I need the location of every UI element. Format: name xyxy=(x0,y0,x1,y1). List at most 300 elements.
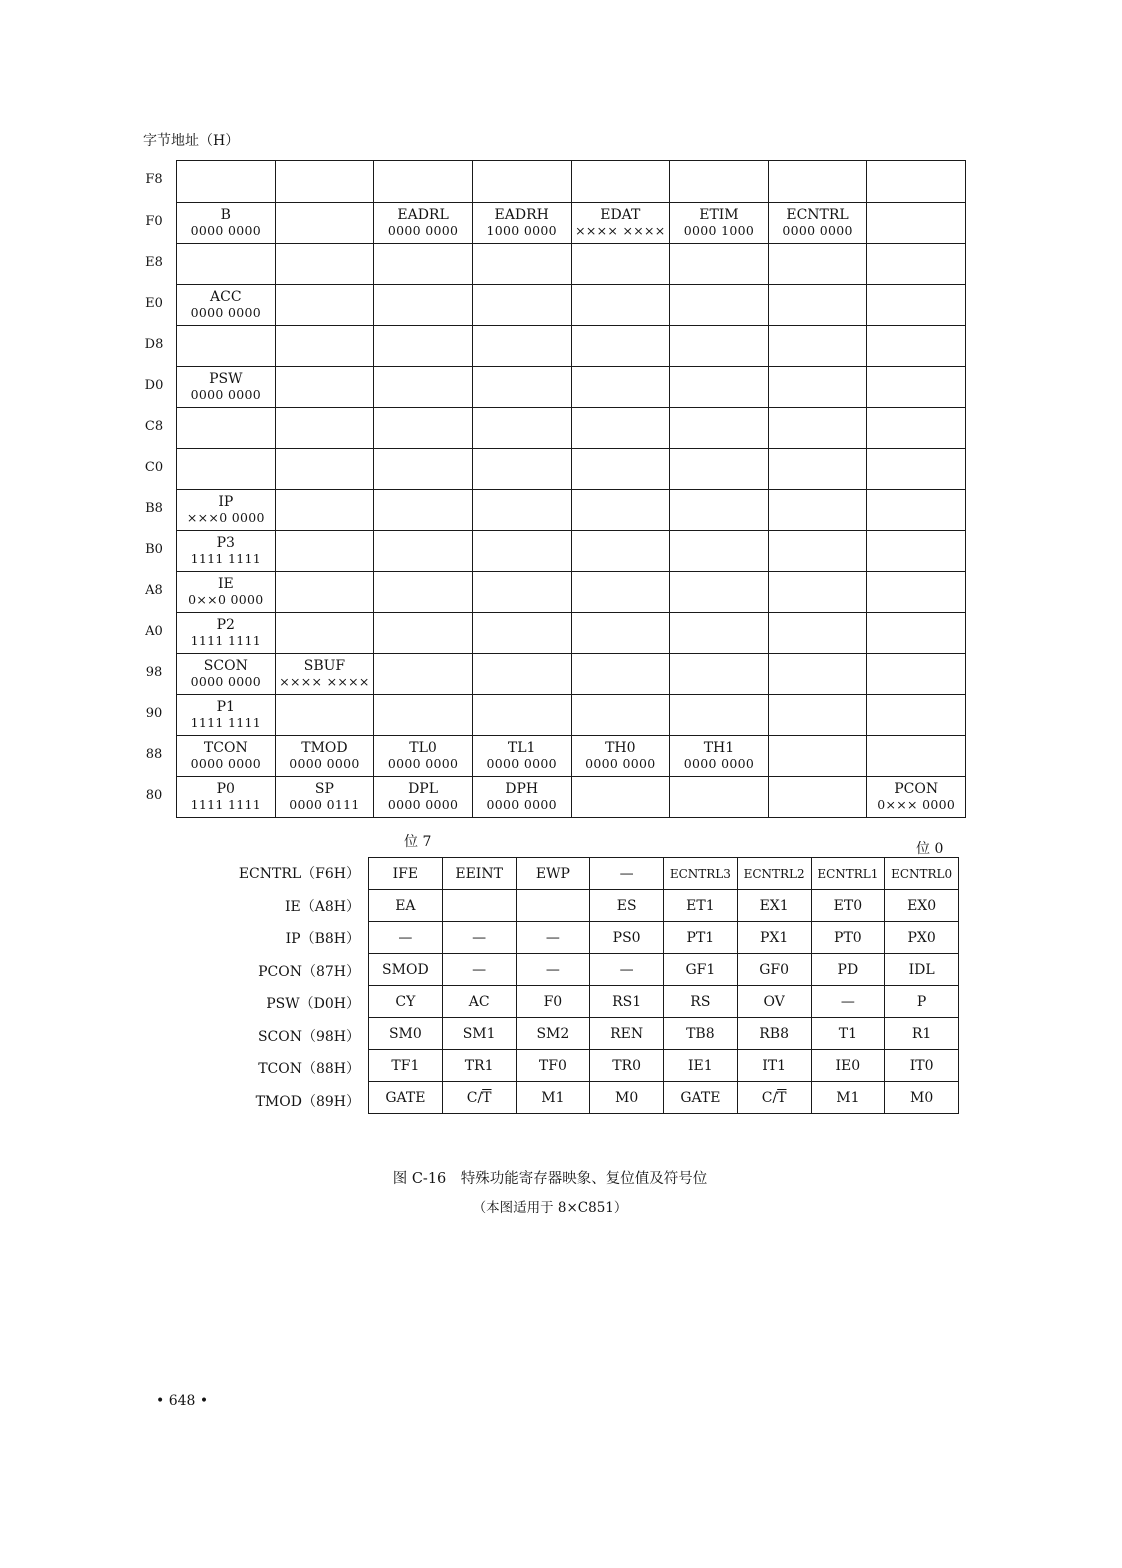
sfr-cell xyxy=(768,244,867,285)
bit-row xyxy=(369,922,959,954)
sfr-reset-value: 0000 0000 xyxy=(387,756,459,771)
sfr-cell xyxy=(275,408,374,449)
sfr-cell xyxy=(670,161,769,203)
sfr-address: B8 xyxy=(145,500,163,516)
sfr-reset-value: 0000 0000 xyxy=(190,756,261,771)
sfr-cell xyxy=(571,777,670,818)
bit-cell: TF1 xyxy=(369,1050,443,1082)
sfr-reset-value: 0000 1000 xyxy=(683,223,755,238)
sfr-register-name: SBUF xyxy=(303,658,346,674)
sfr-reset-value: 1111 1111 xyxy=(190,633,261,648)
bit-register-label: SCON（98H） xyxy=(257,1028,360,1045)
sfr-cell xyxy=(177,326,276,367)
bit-cell: — xyxy=(442,922,516,954)
bit-cell: — xyxy=(516,922,590,954)
sfr-cell xyxy=(571,449,670,490)
sfr-register-name: TCON xyxy=(203,740,248,756)
sfr-register-name: IE xyxy=(217,576,234,592)
bit0-label: 位 0 xyxy=(916,841,944,857)
sfr-reset-value: 0000 0000 xyxy=(190,305,261,320)
sfr-row xyxy=(177,572,966,613)
sfr-cell xyxy=(571,613,670,654)
bit-cell: GATE xyxy=(369,1082,443,1114)
sfr-cell xyxy=(867,367,966,408)
bit-cell: ECNTRL3 xyxy=(664,858,738,890)
sfr-cell xyxy=(670,654,769,695)
bit-cell: PX1 xyxy=(737,922,811,954)
sfr-cell xyxy=(867,449,966,490)
sfr-cell xyxy=(571,736,670,777)
sfr-register-name: P1 xyxy=(216,699,235,715)
bit-cell: RS1 xyxy=(590,986,664,1018)
sfr-cell xyxy=(275,736,374,777)
bit-cell: TR0 xyxy=(590,1050,664,1082)
bit-cell: SMOD xyxy=(369,954,443,986)
sfr-cell xyxy=(472,572,571,613)
sfr-cell xyxy=(177,408,276,449)
sfr-cell xyxy=(571,326,670,367)
bit-cell xyxy=(516,890,590,922)
sfr-reset-value: 0000 0000 xyxy=(190,223,261,238)
bit-cell: ET1 xyxy=(664,890,738,922)
bit-cell: — xyxy=(590,954,664,986)
sfr-cell xyxy=(275,326,374,367)
bit-cell xyxy=(442,890,516,922)
sfr-cell xyxy=(571,408,670,449)
bit-cell: PD xyxy=(811,954,885,986)
sfr-cell xyxy=(275,490,374,531)
bit-cell: SM0 xyxy=(369,1018,443,1050)
bit-cell: R1 xyxy=(885,1018,959,1050)
sfr-cell xyxy=(867,490,966,531)
sfr-cell xyxy=(768,367,867,408)
sfr-cell xyxy=(177,285,276,326)
sfr-cell xyxy=(177,736,276,777)
sfr-reset-value: 0000 0000 xyxy=(585,756,656,771)
bit-row xyxy=(369,1050,959,1082)
sfr-cell xyxy=(374,326,473,367)
sfr-cell xyxy=(768,695,867,736)
page-number: • 648 • xyxy=(156,1393,209,1409)
sfr-cell xyxy=(177,367,276,408)
sfr-register-name: EADRL xyxy=(397,207,449,223)
bit-row xyxy=(369,858,959,890)
sfr-row xyxy=(177,449,966,490)
sfr-register-name: ECNTRL xyxy=(786,207,849,223)
sfr-row xyxy=(177,203,966,244)
sfr-cell xyxy=(275,531,374,572)
sfr-register-name: PSW xyxy=(209,371,243,387)
sfr-cell xyxy=(177,695,276,736)
sfr-cell xyxy=(472,531,571,572)
bit-cell: — xyxy=(369,922,443,954)
sfr-map-header: 字节地址（H） xyxy=(143,133,240,149)
sfr-cell xyxy=(670,326,769,367)
sfr-cell xyxy=(275,161,374,203)
sfr-cell xyxy=(670,203,769,244)
bit-cell: EEINT xyxy=(442,858,516,890)
bit-cell: IE1 xyxy=(664,1050,738,1082)
bit-cell: ECNTRL0 xyxy=(885,858,959,890)
sfr-address: F0 xyxy=(145,213,163,229)
sfr-address: 80 xyxy=(145,787,163,803)
sfr-cell xyxy=(177,203,276,244)
sfr-cell xyxy=(768,326,867,367)
sfr-row xyxy=(177,161,966,203)
bit-row xyxy=(369,1018,959,1050)
sfr-cell xyxy=(275,572,374,613)
bit-cell: — xyxy=(811,986,885,1018)
sfr-cell xyxy=(670,408,769,449)
sfr-cell xyxy=(571,203,670,244)
bit-row xyxy=(369,1082,959,1114)
sfr-register-name: P0 xyxy=(216,781,235,797)
sfr-reset-value: 1000 0000 xyxy=(486,223,557,238)
sfr-cell xyxy=(374,244,473,285)
bit-cell: M1 xyxy=(516,1082,590,1114)
sfr-cell xyxy=(374,161,473,203)
sfr-cell xyxy=(867,408,966,449)
bit-cell: — xyxy=(516,954,590,986)
bit-register-label: PCON（87H） xyxy=(258,963,360,980)
sfr-address: C0 xyxy=(144,459,164,475)
bit-cell: SM1 xyxy=(442,1018,516,1050)
sfr-cell xyxy=(670,449,769,490)
bit-cell xyxy=(442,1082,516,1114)
sfr-cell xyxy=(768,736,867,777)
sfr-cell xyxy=(374,531,473,572)
sfr-cell xyxy=(472,613,571,654)
sfr-cell xyxy=(571,367,670,408)
sfr-reset-value: 0000 0111 xyxy=(289,797,360,812)
sfr-cell xyxy=(768,285,867,326)
bit-cell: ES xyxy=(590,890,664,922)
sfr-cell xyxy=(768,161,867,203)
bit-cell: EX0 xyxy=(885,890,959,922)
sfr-cell xyxy=(867,695,966,736)
sfr-cell xyxy=(177,654,276,695)
sfr-address: 88 xyxy=(145,746,163,762)
sfr-cell xyxy=(177,572,276,613)
bit-cell: ECNTRL2 xyxy=(737,858,811,890)
sfr-cell xyxy=(275,613,374,654)
sfr-cell xyxy=(275,449,374,490)
sfr-row xyxy=(177,613,966,654)
sfr-register-name: DPH xyxy=(505,781,539,797)
sfr-address: A0 xyxy=(145,623,163,639)
sfr-cell xyxy=(670,736,769,777)
sfr-address: 90 xyxy=(145,705,163,721)
bit-cell: F0 xyxy=(516,986,590,1018)
sfr-register-name: EDAT xyxy=(600,207,641,223)
sfr-row xyxy=(177,408,966,449)
bit-symbol-table xyxy=(368,857,959,1114)
sfr-cell xyxy=(177,777,276,818)
sfr-cell xyxy=(867,161,966,203)
sfr-reset-value: ×××0 0000 xyxy=(186,510,265,525)
sfr-cell xyxy=(472,161,571,203)
sfr-cell xyxy=(670,777,769,818)
bit-cell: PT1 xyxy=(664,922,738,954)
sfr-cell xyxy=(670,531,769,572)
sfr-cell xyxy=(177,449,276,490)
sfr-register-name: TL0 xyxy=(409,740,437,756)
sfr-row xyxy=(177,244,966,285)
sfr-cell xyxy=(867,285,966,326)
bit-cell: TR1 xyxy=(442,1050,516,1082)
sfr-register-name: IP xyxy=(218,494,234,510)
sfr-register-name: B xyxy=(220,207,231,223)
sfr-register-name: SCON xyxy=(203,658,248,674)
sfr-cell xyxy=(472,490,571,531)
bit-cell: — xyxy=(590,858,664,890)
sfr-cell xyxy=(275,367,374,408)
sfr-register-name: PCON xyxy=(894,781,939,797)
sfr-cell xyxy=(867,572,966,613)
bit-cell: TB8 xyxy=(664,1018,738,1050)
sfr-row xyxy=(177,285,966,326)
sfr-cell xyxy=(472,695,571,736)
sfr-register-name: TL1 xyxy=(507,740,536,756)
sfr-cell xyxy=(768,654,867,695)
sfr-cell xyxy=(374,285,473,326)
sfr-cell xyxy=(472,654,571,695)
sfr-cell xyxy=(867,531,966,572)
sfr-register-name: P2 xyxy=(216,617,235,633)
sfr-reset-value: 0000 0000 xyxy=(782,223,853,238)
bit-cell: REN xyxy=(590,1018,664,1050)
bit-cell: IE0 xyxy=(811,1050,885,1082)
bit-cell: ECNTRL1 xyxy=(811,858,885,890)
bit-row xyxy=(369,986,959,1018)
figure-caption-note: （本图适用于 8×C851） xyxy=(472,1200,628,1216)
sfr-reset-value: 0000 0000 xyxy=(486,797,557,812)
sfr-address: E8 xyxy=(145,254,163,270)
bit-register-label: IE（A8H） xyxy=(285,898,360,915)
sfr-cell xyxy=(374,777,473,818)
bit-row xyxy=(369,954,959,986)
bit-cell xyxy=(737,1082,811,1114)
sfr-row xyxy=(177,654,966,695)
sfr-cell xyxy=(177,613,276,654)
sfr-register-name: ETIM xyxy=(699,207,739,223)
sfr-cell xyxy=(374,203,473,244)
sfr-register-name: TH0 xyxy=(605,740,636,756)
bit-prefix: C/ xyxy=(466,1089,483,1106)
sfr-cell xyxy=(571,161,670,203)
bit-prefix: C/ xyxy=(761,1089,778,1106)
bit-cell: M0 xyxy=(885,1082,959,1114)
sfr-cell xyxy=(374,736,473,777)
sfr-cell xyxy=(275,654,374,695)
sfr-cell xyxy=(768,777,867,818)
sfr-reset-value: ×××× ×××× xyxy=(575,223,666,238)
sfr-cell xyxy=(374,490,473,531)
sfr-reset-value: ×××× ×××× xyxy=(279,674,370,689)
sfr-cell xyxy=(275,285,374,326)
bit-register-label: ECNTRL（F6H） xyxy=(238,866,360,882)
sfr-reset-value: 0××× 0000 xyxy=(877,797,956,812)
sfr-cell xyxy=(768,572,867,613)
bit-cell: OV xyxy=(737,986,811,1018)
bit-cell: M0 xyxy=(590,1082,664,1114)
sfr-cell xyxy=(867,613,966,654)
sfr-register-name: ACC xyxy=(210,289,242,305)
bit-cell: PX0 xyxy=(885,922,959,954)
sfr-cell xyxy=(768,531,867,572)
bit-cell: GF1 xyxy=(664,954,738,986)
sfr-row xyxy=(177,367,966,408)
sfr-cell xyxy=(472,408,571,449)
bit-cell: CY xyxy=(369,986,443,1018)
sfr-map-table xyxy=(176,160,966,818)
sfr-reset-value: 0000 0000 xyxy=(387,223,459,238)
sfr-cell xyxy=(374,408,473,449)
sfr-cell xyxy=(374,695,473,736)
bit-register-label: IP（B8H） xyxy=(285,931,360,947)
sfr-cell xyxy=(768,449,867,490)
bit-cell: IDL xyxy=(885,954,959,986)
sfr-cell xyxy=(670,490,769,531)
sfr-address: 98 xyxy=(145,664,163,680)
sfr-cell xyxy=(768,408,867,449)
sfr-row xyxy=(177,777,966,818)
sfr-cell xyxy=(374,572,473,613)
sfr-cell xyxy=(177,531,276,572)
sfr-cell xyxy=(571,695,670,736)
sfr-reset-value: 0000 0000 xyxy=(387,797,459,812)
sfr-cell xyxy=(670,572,769,613)
sfr-row xyxy=(177,695,966,736)
sfr-row xyxy=(177,326,966,367)
sfr-cell xyxy=(374,654,473,695)
bit-cell: PS0 xyxy=(590,922,664,954)
sfr-reset-value: 0000 0000 xyxy=(683,756,755,771)
bit-cell: RS xyxy=(664,986,738,1018)
sfr-register-name: TMOD xyxy=(301,740,348,756)
sfr-cell xyxy=(177,161,276,203)
sfr-cell xyxy=(867,736,966,777)
sfr-cell xyxy=(867,203,966,244)
bit-cell: P xyxy=(885,986,959,1018)
bit-cell: ET0 xyxy=(811,890,885,922)
sfr-reset-value: 0××0 0000 xyxy=(188,592,264,607)
sfr-cell xyxy=(768,613,867,654)
sfr-row xyxy=(177,531,966,572)
bit-overline-t: $\overline{T}$ xyxy=(482,1089,492,1106)
sfr-reset-value: 0000 0000 xyxy=(190,674,261,689)
sfr-cell xyxy=(374,613,473,654)
sfr-address: E0 xyxy=(145,295,163,311)
sfr-cell xyxy=(571,572,670,613)
bit-register-label: TCON（88H） xyxy=(258,1061,360,1077)
sfr-address: F8 xyxy=(145,172,163,187)
sfr-cell xyxy=(571,654,670,695)
bit-cell: PT0 xyxy=(811,922,885,954)
sfr-reset-value: 1111 1111 xyxy=(190,715,261,730)
bit-cell: EA xyxy=(369,890,443,922)
sfr-cell xyxy=(670,285,769,326)
bit7-label: 位 7 xyxy=(404,834,432,850)
sfr-cell xyxy=(472,367,571,408)
sfr-register-name: DPL xyxy=(408,781,439,797)
sfr-cell xyxy=(275,203,374,244)
sfr-cell xyxy=(177,490,276,531)
sfr-cell xyxy=(472,736,571,777)
bit-cell: T1 xyxy=(811,1018,885,1050)
sfr-reset-value: 1111 1111 xyxy=(190,551,261,566)
sfr-cell xyxy=(177,244,276,285)
sfr-cell xyxy=(867,244,966,285)
sfr-cell xyxy=(275,777,374,818)
sfr-cell xyxy=(472,777,571,818)
bit-cell: TF0 xyxy=(516,1050,590,1082)
sfr-cell xyxy=(670,367,769,408)
bit-cell: EX1 xyxy=(737,890,811,922)
bit-cell: IT0 xyxy=(885,1050,959,1082)
sfr-cell xyxy=(472,203,571,244)
sfr-cell xyxy=(670,613,769,654)
figure-caption: 图 C-16 特殊功能寄存器映象、复位值及符号位 xyxy=(392,1171,708,1187)
sfr-cell xyxy=(571,490,670,531)
sfr-reset-value: 0000 0000 xyxy=(486,756,557,771)
sfr-cell xyxy=(472,326,571,367)
bit-register-label: PSW（D0H） xyxy=(266,996,360,1012)
sfr-cell xyxy=(670,695,769,736)
bit-cell: — xyxy=(442,954,516,986)
sfr-cell xyxy=(571,531,670,572)
bit-cell: EWP xyxy=(516,858,590,890)
bit-register-label: TMOD（89H） xyxy=(255,1093,360,1110)
sfr-address: A8 xyxy=(145,582,163,598)
sfr-cell xyxy=(670,244,769,285)
bit-cell: GF0 xyxy=(737,954,811,986)
sfr-cell xyxy=(275,695,374,736)
bit-cell: IFE xyxy=(369,858,443,890)
sfr-cell xyxy=(472,449,571,490)
sfr-cell xyxy=(768,490,867,531)
sfr-reset-value: 0000 0000 xyxy=(190,387,261,402)
sfr-address: B0 xyxy=(145,541,163,557)
sfr-row xyxy=(177,736,966,777)
sfr-register-name: SP xyxy=(314,781,334,797)
sfr-cell xyxy=(571,285,670,326)
sfr-cell xyxy=(867,326,966,367)
sfr-reset-value: 1111 1111 xyxy=(190,797,261,812)
bit-cell: RB8 xyxy=(737,1018,811,1050)
sfr-cell xyxy=(571,244,670,285)
sfr-register-name: P3 xyxy=(216,535,235,551)
bit-cell: AC xyxy=(442,986,516,1018)
sfr-cell xyxy=(374,367,473,408)
sfr-cell xyxy=(472,285,571,326)
sfr-cell xyxy=(472,244,571,285)
sfr-register-name: TH1 xyxy=(703,740,735,756)
sfr-address: C8 xyxy=(144,418,164,434)
sfr-cell xyxy=(275,244,374,285)
sfr-cell xyxy=(374,449,473,490)
bit-cell: IT1 xyxy=(737,1050,811,1082)
sfr-cell xyxy=(867,654,966,695)
bit-overline-t: $\overline{T}$ xyxy=(777,1089,787,1106)
sfr-reset-value: 0000 0000 xyxy=(289,756,360,771)
bit-cell: M1 xyxy=(811,1082,885,1114)
sfr-address: D0 xyxy=(144,377,164,393)
sfr-cell xyxy=(867,777,966,818)
sfr-register-name: EADRH xyxy=(494,207,549,223)
sfr-cell xyxy=(768,203,867,244)
bit-cell: GATE xyxy=(664,1082,738,1114)
